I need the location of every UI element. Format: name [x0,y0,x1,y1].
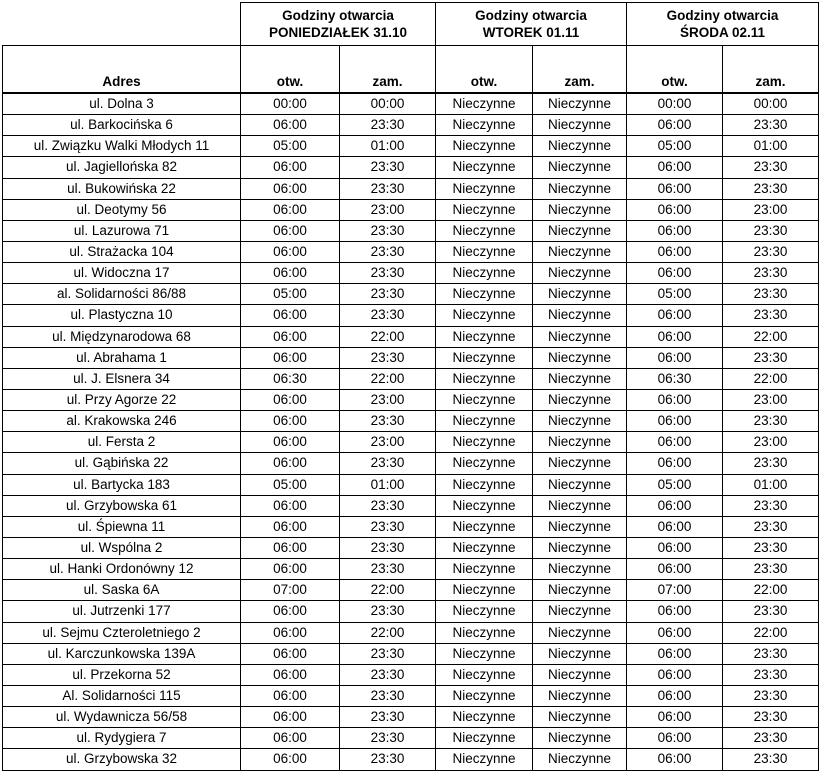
monday-open-cell: 06:00 [241,685,340,706]
monday-open-cell: 06:00 [241,516,340,537]
header-day-wednesday [627,3,819,46]
monday-close-cell: 23:00 [340,389,436,410]
wednesday-open-cell: 06:00 [627,453,723,474]
monday-open-cell: 06:00 [241,199,340,220]
monday-open-cell: 06:00 [241,263,340,284]
monday-close-cell: 23:30 [340,263,436,284]
wednesday-close-cell: 23:30 [723,263,819,284]
wednesday-open-cell: 06:00 [627,389,723,410]
monday-open-cell: 06:00 [241,347,340,368]
tuesday-close-cell: Nieczynne [533,453,627,474]
monday-open-cell: 05:00 [241,284,340,305]
header-wednesday-open: otw. [627,46,723,94]
wednesday-close-cell: 23:30 [723,115,819,136]
table-row [3,432,819,453]
address-cell: ul. Rydygiera 7 [3,728,241,749]
tuesday-close-cell: Nieczynne [533,284,627,305]
wednesday-open-cell: 06:00 [627,685,723,706]
tuesday-open-cell: Nieczynne [436,115,533,136]
monday-close-cell: 23:30 [340,411,436,432]
wednesday-open-cell: 06:00 [627,495,723,516]
tuesday-open-cell: Nieczynne [436,411,533,432]
monday-open-cell: 06:00 [241,389,340,410]
wednesday-open-cell: 06:00 [627,516,723,537]
address-cell: ul. Przy Agorze 22 [3,389,241,410]
address-cell: ul. Strażacka 104 [3,241,241,262]
tuesday-open-cell: Nieczynne [436,516,533,537]
monday-close-cell: 23:30 [340,305,436,326]
tuesday-close-cell: Nieczynne [533,537,627,558]
tuesday-close-cell: Nieczynne [533,178,627,199]
table-row [3,728,819,749]
wednesday-open-cell: 06:00 [627,263,723,284]
wednesday-close-cell: 23:30 [723,241,819,262]
monday-close-cell: 23:30 [340,643,436,664]
wednesday-open-cell: 06:00 [627,157,723,178]
tuesday-open-cell: Nieczynne [436,453,533,474]
monday-open-cell: 06:30 [241,368,340,389]
address-cell: Al. Solidarności 115 [3,685,241,706]
wednesday-open-cell: 06:00 [627,305,723,326]
tuesday-close-cell: Nieczynne [533,263,627,284]
address-cell: al. Solidarności 86/88 [3,284,241,305]
monday-open-cell: 05:00 [241,474,340,495]
tuesday-close-cell: Nieczynne [533,326,627,347]
table-row [3,263,819,284]
monday-close-cell: 00:00 [340,93,436,115]
wednesday-close-cell: 23:30 [723,559,819,580]
wednesday-open-cell: 06:00 [627,220,723,241]
table-row [3,664,819,685]
address-cell: ul. Wspólna 2 [3,537,241,558]
monday-open-cell: 06:00 [241,411,340,432]
address-cell: ul. Gąbińska 22 [3,453,241,474]
tuesday-open-cell: Nieczynne [436,136,533,157]
address-cell: ul. Plastyczna 10 [3,305,241,326]
header-monday-open: otw. [241,46,340,94]
monday-close-cell: 23:30 [340,685,436,706]
header-monday-close: zam. [340,46,436,94]
address-cell: ul. Saska 6A [3,580,241,601]
monday-close-cell: 23:30 [340,347,436,368]
table-row [3,136,819,157]
monday-close-cell: 23:30 [340,516,436,537]
wednesday-open-cell: 05:00 [627,474,723,495]
monday-close-cell: 23:30 [340,707,436,728]
table-row [3,707,819,728]
table-row [3,93,819,115]
address-cell: ul. Sejmu Czteroletniego 2 [3,622,241,643]
wednesday-open-cell: 06:00 [627,728,723,749]
table-row [3,368,819,389]
tuesday-close-cell: Nieczynne [533,749,627,770]
wednesday-close-cell: 23:30 [723,749,819,770]
tuesday-open-cell: Nieczynne [436,728,533,749]
tuesday-close-cell: Nieczynne [533,622,627,643]
address-cell: ul. Hanki Ordonówny 12 [3,559,241,580]
monday-close-cell: 23:30 [340,157,436,178]
wednesday-close-cell: 23:30 [723,347,819,368]
table-row [3,220,819,241]
address-cell: al. Krakowska 246 [3,411,241,432]
wednesday-open-cell: 06:00 [627,559,723,580]
wednesday-close-cell: 01:00 [723,474,819,495]
table-row [3,580,819,601]
wednesday-close-cell: 22:00 [723,580,819,601]
address-cell: ul. Bartycka 183 [3,474,241,495]
tuesday-open-cell: Nieczynne [436,199,533,220]
monday-close-cell: 22:00 [340,580,436,601]
monday-open-cell: 06:00 [241,305,340,326]
tuesday-close-cell: Nieczynne [533,707,627,728]
address-cell: ul. Jagiellońska 82 [3,157,241,178]
tuesday-open-cell: Nieczynne [436,559,533,580]
address-cell: ul. Dolna 3 [3,93,241,115]
address-cell: ul. Grzybowska 32 [3,749,241,770]
tuesday-open-cell: Nieczynne [436,220,533,241]
table-row [3,305,819,326]
tuesday-close-cell: Nieczynne [533,559,627,580]
tuesday-close-cell: Nieczynne [533,389,627,410]
address-cell: ul. Abrahama 1 [3,347,241,368]
table-row [3,559,819,580]
address-cell: ul. Wydawnicza 56/58 [3,707,241,728]
tuesday-open-cell: Nieczynne [436,685,533,706]
table-row [3,495,819,516]
table-row [3,601,819,622]
monday-close-cell: 23:30 [340,749,436,770]
wednesday-close-cell: 23:30 [723,284,819,305]
wednesday-open-cell: 06:00 [627,664,723,685]
tuesday-close-cell: Nieczynne [533,305,627,326]
wednesday-close-cell: 22:00 [723,622,819,643]
table-row [3,411,819,432]
wednesday-open-cell: 06:00 [627,199,723,220]
table-row [3,537,819,558]
tuesday-open-cell: Nieczynne [436,347,533,368]
tuesday-close-cell: Nieczynne [533,685,627,706]
monday-open-cell: 06:00 [241,643,340,664]
wednesday-close-cell: 23:00 [723,389,819,410]
header-day-monday-title: Godziny otwarcia [282,8,394,23]
monday-open-cell: 06:00 [241,241,340,262]
tuesday-open-cell: Nieczynne [436,580,533,601]
wednesday-open-cell: 06:00 [627,432,723,453]
monday-open-cell: 07:00 [241,580,340,601]
tuesday-open-cell: Nieczynne [436,622,533,643]
header-day-tuesday-title: Godziny otwarcia [475,8,587,23]
address-cell: ul. Śpiewna 11 [3,516,241,537]
wednesday-open-cell: 05:00 [627,284,723,305]
tuesday-open-cell: Nieczynne [436,643,533,664]
wednesday-open-cell: 06:00 [627,537,723,558]
monday-close-cell: 23:30 [340,220,436,241]
monday-open-cell: 06:00 [241,537,340,558]
monday-close-cell: 23:30 [340,284,436,305]
wednesday-close-cell: 23:30 [723,411,819,432]
table-row [3,284,819,305]
monday-open-cell: 06:00 [241,664,340,685]
wednesday-close-cell: 01:00 [723,136,819,157]
monday-close-cell: 23:00 [340,432,436,453]
header-address: Adres [3,46,241,94]
wednesday-close-cell: 00:00 [723,93,819,115]
table-row [3,347,819,368]
tuesday-close-cell: Nieczynne [533,199,627,220]
address-cell: ul. Fersta 2 [3,432,241,453]
monday-open-cell: 06:00 [241,707,340,728]
tuesday-open-cell: Nieczynne [436,707,533,728]
tuesday-open-cell: Nieczynne [436,749,533,770]
tuesday-close-cell: Nieczynne [533,157,627,178]
monday-close-cell: 23:30 [340,115,436,136]
wednesday-open-cell: 06:00 [627,749,723,770]
monday-close-cell: 23:30 [340,453,436,474]
monday-open-cell: 00:00 [241,93,340,115]
table-row [3,685,819,706]
table-row [3,326,819,347]
wednesday-close-cell: 23:30 [723,157,819,178]
monday-close-cell: 23:30 [340,495,436,516]
monday-close-cell: 01:00 [340,136,436,157]
monday-open-cell: 06:00 [241,432,340,453]
header-day-tuesday-date: WTOREK 01.11 [482,25,580,40]
tuesday-close-cell: Nieczynne [533,241,627,262]
wednesday-close-cell: 23:30 [723,664,819,685]
monday-open-cell: 06:00 [241,178,340,199]
monday-close-cell: 22:00 [340,622,436,643]
table-row [3,516,819,537]
wednesday-close-cell: 22:00 [723,326,819,347]
monday-open-cell: 06:00 [241,559,340,580]
tuesday-close-cell: Nieczynne [533,411,627,432]
wednesday-open-cell: 06:00 [627,241,723,262]
header-day-monday-date: PONIEDZIAŁEK 31.10 [268,25,408,40]
tuesday-open-cell: Nieczynne [436,263,533,284]
wednesday-open-cell: 06:00 [627,115,723,136]
monday-open-cell: 06:00 [241,601,340,622]
tuesday-close-cell: Nieczynne [533,115,627,136]
tuesday-open-cell: Nieczynne [436,495,533,516]
wednesday-open-cell: 06:00 [627,178,723,199]
address-cell: ul. Lazurowa 71 [3,220,241,241]
wednesday-open-cell: 07:00 [627,580,723,601]
wednesday-open-cell: 00:00 [627,93,723,115]
wednesday-close-cell: 23:30 [723,537,819,558]
wednesday-open-cell: 06:00 [627,622,723,643]
header-corner [3,3,241,46]
wednesday-close-cell: 23:30 [723,707,819,728]
table-row [3,199,819,220]
monday-close-cell: 23:30 [340,559,436,580]
monday-open-cell: 06:00 [241,157,340,178]
tuesday-open-cell: Nieczynne [436,178,533,199]
wednesday-open-cell: 06:30 [627,368,723,389]
table-body [3,93,819,770]
address-cell: ul. Widoczna 17 [3,263,241,284]
monday-close-cell: 01:00 [340,474,436,495]
monday-close-cell: 23:30 [340,664,436,685]
tuesday-open-cell: Nieczynne [436,157,533,178]
monday-close-cell: 23:30 [340,728,436,749]
table-row [3,474,819,495]
monday-open-cell: 06:00 [241,495,340,516]
wednesday-open-cell: 05:00 [627,136,723,157]
address-cell: ul. J. Elsnera 34 [3,368,241,389]
wednesday-open-cell: 06:00 [627,347,723,368]
wednesday-open-cell: 06:00 [627,601,723,622]
table-row [3,622,819,643]
tuesday-close-cell: Nieczynne [533,516,627,537]
tuesday-open-cell: Nieczynne [436,284,533,305]
table-row [3,157,819,178]
wednesday-open-cell: 06:00 [627,411,723,432]
address-cell: ul. Jutrzenki 177 [3,601,241,622]
address-cell: ul. Barkocińska 6 [3,115,241,136]
wednesday-close-cell: 23:30 [723,453,819,474]
opening-hours-table [2,2,819,771]
monday-open-cell: 06:00 [241,220,340,241]
monday-close-cell: 23:00 [340,199,436,220]
monday-close-cell: 23:30 [340,601,436,622]
header-day-monday [241,3,436,46]
tuesday-close-cell: Nieczynne [533,643,627,664]
tuesday-close-cell: Nieczynne [533,93,627,115]
address-cell: ul. Grzybowska 61 [3,495,241,516]
wednesday-close-cell: 23:00 [723,432,819,453]
wednesday-close-cell: 23:30 [723,495,819,516]
tuesday-open-cell: Nieczynne [436,474,533,495]
tuesday-open-cell: Nieczynne [436,93,533,115]
monday-open-cell: 06:00 [241,115,340,136]
address-cell: ul. Związku Walki Młodych 11 [3,136,241,157]
header-wednesday-close: zam. [723,46,819,94]
table-row [3,178,819,199]
address-cell: ul. Karczunkowska 139A [3,643,241,664]
tuesday-close-cell: Nieczynne [533,664,627,685]
wednesday-close-cell: 23:30 [723,601,819,622]
wednesday-close-cell: 23:30 [723,728,819,749]
tuesday-close-cell: Nieczynne [533,136,627,157]
wednesday-close-cell: 23:30 [723,178,819,199]
wednesday-close-cell: 23:30 [723,305,819,326]
wednesday-close-cell: 23:00 [723,199,819,220]
header-day-wednesday-title: Godziny otwarcia [666,8,779,23]
address-cell: ul. Międzynarodowa 68 [3,326,241,347]
wednesday-open-cell: 06:00 [627,707,723,728]
wednesday-close-cell: 23:30 [723,643,819,664]
monday-open-cell: 06:00 [241,622,340,643]
monday-close-cell: 23:30 [340,537,436,558]
tuesday-close-cell: Nieczynne [533,728,627,749]
tuesday-open-cell: Nieczynne [436,305,533,326]
table-row [3,453,819,474]
tuesday-close-cell: Nieczynne [533,495,627,516]
monday-close-cell: 22:00 [340,326,436,347]
tuesday-close-cell: Nieczynne [533,347,627,368]
wednesday-close-cell: 23:30 [723,516,819,537]
header-row-days [3,3,819,46]
header-tuesday-open: otw. [436,46,533,94]
monday-open-cell: 06:00 [241,453,340,474]
table-row [3,643,819,664]
header-row-columns [3,46,819,94]
monday-open-cell: 05:00 [241,136,340,157]
tuesday-open-cell: Nieczynne [436,368,533,389]
tuesday-close-cell: Nieczynne [533,432,627,453]
monday-open-cell: 06:00 [241,728,340,749]
address-cell: ul. Przekorna 52 [3,664,241,685]
tuesday-close-cell: Nieczynne [533,220,627,241]
address-cell: ul. Bukowińska 22 [3,178,241,199]
monday-close-cell: 23:30 [340,178,436,199]
wednesday-open-cell: 06:00 [627,326,723,347]
wednesday-close-cell: 22:00 [723,368,819,389]
header-day-tuesday [436,3,627,46]
tuesday-open-cell: Nieczynne [436,326,533,347]
tuesday-close-cell: Nieczynne [533,368,627,389]
wednesday-close-cell: 23:30 [723,685,819,706]
monday-open-cell: 06:00 [241,749,340,770]
tuesday-open-cell: Nieczynne [436,537,533,558]
monday-close-cell: 22:00 [340,368,436,389]
header-day-wednesday-date: ŚRODA 02.11 [679,25,766,40]
wednesday-open-cell: 06:00 [627,643,723,664]
tuesday-close-cell: Nieczynne [533,601,627,622]
address-cell: ul. Deotymy 56 [3,199,241,220]
monday-open-cell: 06:00 [241,326,340,347]
monday-close-cell: 23:30 [340,241,436,262]
table-row [3,241,819,262]
tuesday-open-cell: Nieczynne [436,389,533,410]
tuesday-open-cell: Nieczynne [436,601,533,622]
table-row [3,389,819,410]
wednesday-close-cell: 23:30 [723,220,819,241]
tuesday-open-cell: Nieczynne [436,241,533,262]
tuesday-close-cell: Nieczynne [533,580,627,601]
header-tuesday-close: zam. [533,46,627,94]
table-row [3,749,819,770]
table-row [3,115,819,136]
tuesday-open-cell: Nieczynne [436,432,533,453]
tuesday-open-cell: Nieczynne [436,664,533,685]
tuesday-close-cell: Nieczynne [533,474,627,495]
